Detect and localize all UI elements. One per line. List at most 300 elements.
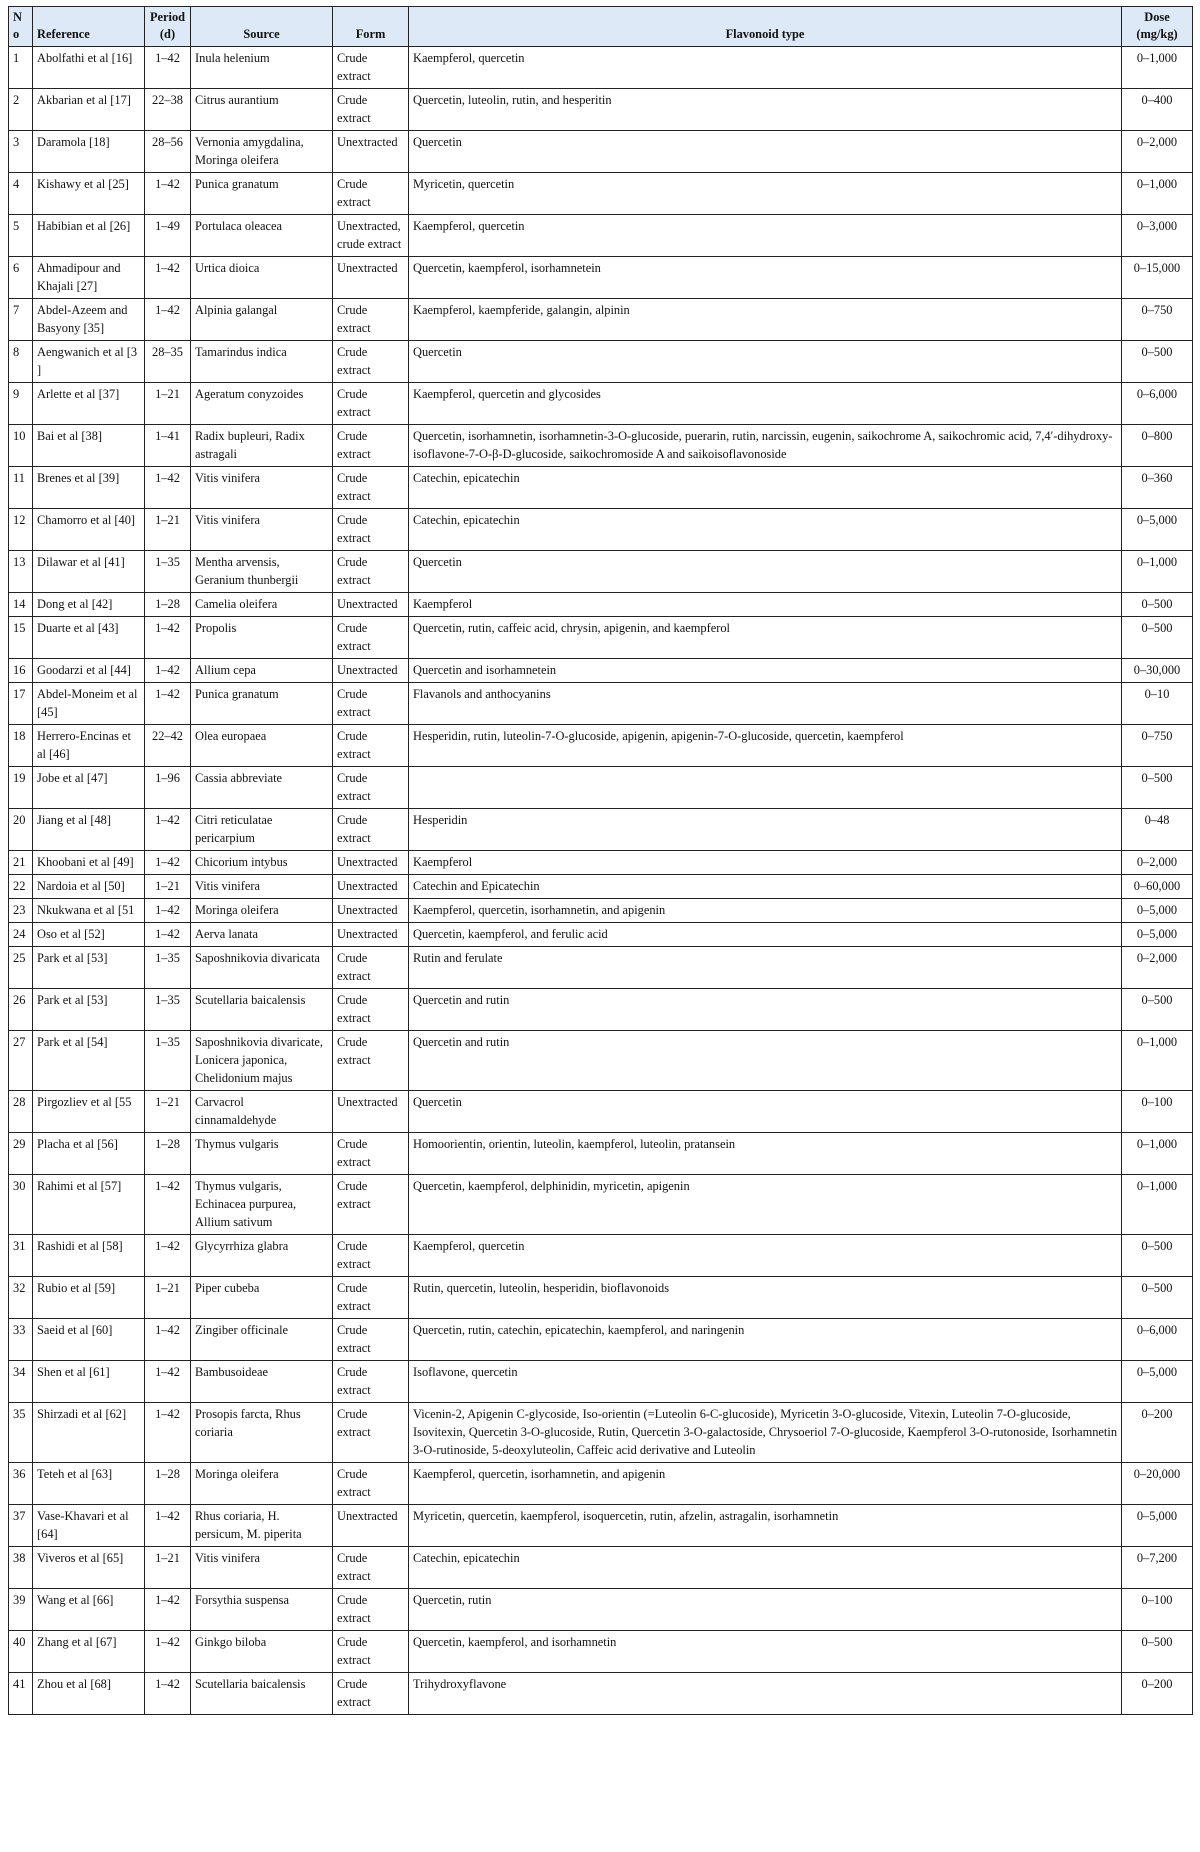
table-row [9,809,1193,851]
cell-source: Bambusoideae [191,1361,333,1403]
cell-no: 4 [9,173,33,215]
header-period-line1: Period [149,10,186,24]
cell-flavonoid-type: Kaempferol, quercetin [409,1235,1122,1277]
cell-form: Unextracted [333,1091,409,1133]
cell-flavonoid-type: Quercetin and isorhamnetein [409,659,1122,683]
cell-no: 10 [9,425,33,467]
table-row [9,1463,1193,1505]
cell-flavonoid-type: Kaempferol, quercetin [409,47,1122,89]
cell-period: 1–21 [145,875,191,899]
cell-period: 1–21 [145,383,191,425]
cell-source: Scutellaria baicalensis [191,989,333,1031]
cell-reference: Chamorro et al [40] [33,509,145,551]
cell-dose: 0–5,000 [1122,923,1193,947]
cell-period: 1–42 [145,467,191,509]
cell-period: 1–21 [145,1547,191,1589]
cell-reference: Goodarzi et al [44] [33,659,145,683]
cell-form: Crude extract [333,1547,409,1589]
cell-dose: 0–20,000 [1122,1463,1193,1505]
cell-source: Carvacrol cinnamaldehyde [191,1091,333,1133]
cell-dose: 0–1,000 [1122,1031,1193,1091]
cell-form: Crude extract [333,1175,409,1235]
cell-reference: Zhang et al [67] [33,1631,145,1673]
cell-flavonoid-type: Quercetin, kaempferol, delphinidin, myricetin, apigenin [409,1175,1122,1235]
cell-reference: Pirgozliev et al [55 [33,1091,145,1133]
cell-form: Crude extract [333,1403,409,1463]
cell-source: Ginkgo biloba [191,1631,333,1673]
cell-no: 17 [9,683,33,725]
cell-no: 5 [9,215,33,257]
cell-flavonoid-type: Quercetin [409,1091,1122,1133]
table-row [9,683,1193,725]
table-body [9,47,1193,1715]
cell-source: Olea europaea [191,725,333,767]
table-row [9,989,1193,1031]
table-row [9,341,1193,383]
cell-source: Portulaca oleacea [191,215,333,257]
cell-source: Thymus vulgaris, Echinacea purpurea, Allium sativum [191,1175,333,1235]
cell-flavonoid-type: Vicenin-2, Apigenin C-glycoside, Iso-orientin (=Luteolin 6-C-glucoside), Myricetin 3-O-glucoside, Vitexin, Luteolin 7-O-glucoside, Isovitexin, Quercetin 3-O-glucoside, Rutin, Quercetin 3-O-galactoside, Chrysoeriol 7-O-glucoside, Kaempferol 3-O-rutonoside, Isorhamnetin 3-O-rutinoside, 5-deoxyluteolin, Caffeic acid derivative and Luteolin [409,1403,1122,1463]
cell-form: Crude extract [333,617,409,659]
cell-source: Saposhnikovia divaricate, Lonicera japonica, Chelidonium majus [191,1031,333,1091]
cell-no: 15 [9,617,33,659]
cell-form: Crude extract [333,1319,409,1361]
header-form: Form [333,7,409,47]
cell-dose: 0–6,000 [1122,383,1193,425]
cell-flavonoid-type: Quercetin, rutin [409,1589,1122,1631]
cell-source: Radix bupleuri, Radix astragali [191,425,333,467]
cell-period: 1–42 [145,1361,191,1403]
cell-no: 13 [9,551,33,593]
cell-reference: Akbarian et al [17] [33,89,145,131]
cell-period: 1–42 [145,659,191,683]
cell-period: 1–42 [145,299,191,341]
cell-form: Crude extract [333,809,409,851]
cell-reference: Park et al [53] [33,947,145,989]
table-row [9,257,1193,299]
cell-no: 22 [9,875,33,899]
cell-reference: Dong et al [42] [33,593,145,617]
cell-source: Aerva lanata [191,923,333,947]
cell-source: Vitis vinifera [191,509,333,551]
table-row [9,1673,1193,1715]
cell-reference: Nardoia et al [50] [33,875,145,899]
cell-period: 1–35 [145,551,191,593]
cell-no: 25 [9,947,33,989]
cell-flavonoid-type: Kaempferol [409,593,1122,617]
cell-no: 14 [9,593,33,617]
cell-reference: Nkukwana et al [51 [33,899,145,923]
cell-form: Crude extract [333,467,409,509]
cell-flavonoid-type: Kaempferol, quercetin, isorhamnetin, and apigenin [409,1463,1122,1505]
table-row [9,1631,1193,1673]
header-period-line2: (d) [159,27,176,41]
cell-form: Crude extract [333,1277,409,1319]
cell-period: 1–41 [145,425,191,467]
table-row [9,131,1193,173]
table-row [9,593,1193,617]
cell-reference: Jobe et al [47] [33,767,145,809]
cell-source: Ageratum conyzoides [191,383,333,425]
cell-no: 23 [9,899,33,923]
cell-dose: 0–400 [1122,89,1193,131]
cell-dose: 0–750 [1122,725,1193,767]
cell-form: Unextracted [333,593,409,617]
cell-reference: Jiang et al [48] [33,809,145,851]
cell-source: Moringa oleifera [191,1463,333,1505]
cell-dose: 0–1,000 [1122,173,1193,215]
cell-dose: 0–500 [1122,989,1193,1031]
cell-source: Punica granatum [191,173,333,215]
cell-form: Crude extract [333,947,409,989]
cell-flavonoid-type [409,767,1122,809]
cell-flavonoid-type: Kaempferol, kaempferide, galangin, alpinin [409,299,1122,341]
table-row [9,509,1193,551]
table-row [9,875,1193,899]
flavonoid-studies-table [8,6,1193,1715]
table-row [9,1403,1193,1463]
cell-dose: 0–750 [1122,299,1193,341]
table-row [9,1319,1193,1361]
cell-dose: 0–1,000 [1122,1133,1193,1175]
cell-form: Unextracted, crude extract [333,215,409,257]
cell-reference: Dilawar et al [41] [33,551,145,593]
cell-no: 30 [9,1175,33,1235]
cell-reference: Aengwanich et al [3 ] [33,341,145,383]
cell-flavonoid-type: Quercetin, luteolin, rutin, and hesperitin [409,89,1122,131]
cell-reference: Duarte et al [43] [33,617,145,659]
table-row [9,383,1193,425]
cell-period: 1–42 [145,617,191,659]
cell-source: Vitis vinifera [191,875,333,899]
cell-period: 1–42 [145,1235,191,1277]
cell-source: Glycyrrhiza glabra [191,1235,333,1277]
cell-flavonoid-type: Catechin, epicatechin [409,467,1122,509]
cell-form: Crude extract [333,989,409,1031]
cell-no: 24 [9,923,33,947]
cell-dose: 0–500 [1122,341,1193,383]
cell-no: 35 [9,1403,33,1463]
cell-form: Unextracted [333,131,409,173]
table-row [9,173,1193,215]
cell-no: 2 [9,89,33,131]
cell-period: 1–35 [145,989,191,1031]
cell-dose: 0–60,000 [1122,875,1193,899]
table-row [9,851,1193,875]
cell-period: 1–21 [145,509,191,551]
cell-reference: Khoobani et al [49] [33,851,145,875]
cell-flavonoid-type: Trihydroxyflavone [409,1673,1122,1715]
table-row [9,299,1193,341]
table-row [9,1175,1193,1235]
table-row [9,1031,1193,1091]
cell-form: Crude extract [333,683,409,725]
cell-flavonoid-type: Rutin and ferulate [409,947,1122,989]
cell-period: 1–42 [145,1319,191,1361]
cell-flavonoid-type: Quercetin, isorhamnetin, isorhamnetin-3-O-glucoside, puerarin, rutin, narcissin, eugenin, saikochrome A, saikochromic acid, 7,4′-dihydroxy-isoflavone-7-O-β-D-glucoside, saikochromoside A and saikoisoflavonoside [409,425,1122,467]
cell-source: Mentha arvensis, Geranium thunbergii [191,551,333,593]
cell-no: 37 [9,1505,33,1547]
cell-source: Piper cubeba [191,1277,333,1319]
cell-reference: Saeid et al [60] [33,1319,145,1361]
cell-dose: 0–500 [1122,1277,1193,1319]
cell-dose: 0–5,000 [1122,509,1193,551]
cell-flavonoid-type: Hesperidin [409,809,1122,851]
cell-dose: 0–800 [1122,425,1193,467]
cell-period: 1–28 [145,1133,191,1175]
cell-period: 1–42 [145,899,191,923]
cell-source: Forsythia suspensa [191,1589,333,1631]
cell-no: 27 [9,1031,33,1091]
header-no: No [9,7,33,47]
cell-dose: 0–10 [1122,683,1193,725]
table-row [9,47,1193,89]
cell-no: 16 [9,659,33,683]
cell-dose: 0–200 [1122,1403,1193,1463]
cell-source: Rhus coriaria, H. persicum, M. piperita [191,1505,333,1547]
cell-no: 9 [9,383,33,425]
cell-reference: Rubio et al [59] [33,1277,145,1319]
cell-flavonoid-type: Quercetin, kaempferol, isorhamnetein [409,257,1122,299]
cell-period: 1–42 [145,173,191,215]
table-row [9,923,1193,947]
cell-dose: 0–48 [1122,809,1193,851]
cell-form: Crude extract [333,1133,409,1175]
table-row [9,467,1193,509]
cell-flavonoid-type: Quercetin [409,131,1122,173]
cell-dose: 0–1,000 [1122,1175,1193,1235]
table-row [9,725,1193,767]
cell-dose: 0–15,000 [1122,257,1193,299]
cell-source: Propolis [191,617,333,659]
cell-form: Crude extract [333,1031,409,1091]
cell-flavonoid-type: Homoorientin, orientin, luteolin, kaempferol, luteolin, pratansein [409,1133,1122,1175]
cell-flavonoid-type: Myricetin, quercetin, kaempferol, isoquercetin, rutin, afzelin, astragalin, isorhamnetin [409,1505,1122,1547]
cell-source: Saposhnikovia divaricata [191,947,333,989]
cell-source: Punica granatum [191,683,333,725]
cell-flavonoid-type: Quercetin and rutin [409,989,1122,1031]
cell-no: 33 [9,1319,33,1361]
header-dose-line2: (mg/kg) [1136,27,1178,41]
cell-period: 1–42 [145,809,191,851]
cell-flavonoid-type: Myricetin, quercetin [409,173,1122,215]
table-row [9,1547,1193,1589]
cell-reference: Rashidi et al [58] [33,1235,145,1277]
cell-reference: Arlette et al [37] [33,383,145,425]
cell-period: 1–42 [145,1673,191,1715]
cell-flavonoid-type: Quercetin [409,341,1122,383]
cell-source: Citri reticulatae pericarpium [191,809,333,851]
cell-period: 28–56 [145,131,191,173]
cell-form: Crude extract [333,1235,409,1277]
cell-period: 1–42 [145,1175,191,1235]
cell-dose: 0–500 [1122,767,1193,809]
cell-period: 1–35 [145,947,191,989]
cell-source: Vernonia amygdalina, Moringa oleifera [191,131,333,173]
cell-form: Crude extract [333,1589,409,1631]
cell-source: Scutellaria baicalensis [191,1673,333,1715]
cell-form: Crude extract [333,1673,409,1715]
cell-source: Prosopis farcta, Rhus coriaria [191,1403,333,1463]
cell-flavonoid-type: Kaempferol, quercetin [409,215,1122,257]
cell-form: Crude extract [333,383,409,425]
table-row [9,1277,1193,1319]
table-row [9,767,1193,809]
cell-form: Unextracted [333,1505,409,1547]
cell-no: 32 [9,1277,33,1319]
cell-dose: 0–2,000 [1122,851,1193,875]
cell-dose: 0–500 [1122,1235,1193,1277]
cell-reference: Viveros et al [65] [33,1547,145,1589]
cell-form: Unextracted [333,659,409,683]
cell-source: Zingiber officinale [191,1319,333,1361]
cell-flavonoid-type: Kaempferol, quercetin, isorhamnetin, and apigenin [409,899,1122,923]
cell-flavonoid-type: Isoflavone, quercetin [409,1361,1122,1403]
cell-no: 19 [9,767,33,809]
cell-reference: Park et al [53] [33,989,145,1031]
cell-dose: 0–1,000 [1122,551,1193,593]
cell-flavonoid-type: Kaempferol [409,851,1122,875]
cell-flavonoid-type: Kaempferol, quercetin and glycosides [409,383,1122,425]
cell-period: 1–28 [145,593,191,617]
cell-flavonoid-type: Quercetin, kaempferol, and isorhamnetin [409,1631,1122,1673]
cell-dose: 0–6,000 [1122,1319,1193,1361]
cell-dose: 0–3,000 [1122,215,1193,257]
cell-form: Unextracted [333,875,409,899]
table-row [9,617,1193,659]
table-row [9,1589,1193,1631]
cell-no: 40 [9,1631,33,1673]
cell-dose: 0–500 [1122,593,1193,617]
cell-dose: 0–2,000 [1122,947,1193,989]
cell-form: Crude extract [333,47,409,89]
cell-reference: Ahmadipour and Khajali [27] [33,257,145,299]
cell-reference: Placha et al [56] [33,1133,145,1175]
cell-period: 1–42 [145,923,191,947]
cell-reference: Herrero-Encinas et al [46] [33,725,145,767]
cell-period: 1–42 [145,257,191,299]
cell-period: 22–38 [145,89,191,131]
cell-no: 31 [9,1235,33,1277]
cell-reference: Kishawy et al [25] [33,173,145,215]
cell-flavonoid-type: Catechin, epicatechin [409,1547,1122,1589]
cell-flavonoid-type: Catechin, epicatechin [409,509,1122,551]
table-row [9,1091,1193,1133]
cell-no: 39 [9,1589,33,1631]
cell-source: Urtica dioica [191,257,333,299]
flavonoid-studies-table-sheet [8,6,1192,1715]
table-row [9,425,1193,467]
header-period [145,7,191,47]
cell-period: 1–21 [145,1277,191,1319]
table-row [9,659,1193,683]
cell-form: Crude extract [333,767,409,809]
cell-source: Allium cepa [191,659,333,683]
cell-reference: Wang et al [66] [33,1589,145,1631]
cell-dose: 0–100 [1122,1589,1193,1631]
cell-dose: 0–5,000 [1122,899,1193,923]
cell-period: 1–35 [145,1031,191,1091]
cell-flavonoid-type: Quercetin [409,551,1122,593]
cell-dose: 0–30,000 [1122,659,1193,683]
cell-no: 11 [9,467,33,509]
table-row [9,551,1193,593]
cell-reference: Rahimi et al [57] [33,1175,145,1235]
cell-form: Unextracted [333,257,409,299]
cell-reference: Bai et al [38] [33,425,145,467]
cell-no: 36 [9,1463,33,1505]
cell-no: 6 [9,257,33,299]
cell-dose: 0–500 [1122,1631,1193,1673]
cell-source: Moringa oleifera [191,899,333,923]
header-dose-line1: Dose [1144,10,1170,24]
cell-dose: 0–200 [1122,1673,1193,1715]
header-dose [1122,7,1193,47]
cell-source: Camelia oleifera [191,593,333,617]
cell-period: 1–42 [145,683,191,725]
cell-form: Unextracted [333,851,409,875]
header-reference: Reference [33,7,145,47]
cell-no: 12 [9,509,33,551]
cell-no: 41 [9,1673,33,1715]
cell-no: 20 [9,809,33,851]
cell-reference: Oso et al [52] [33,923,145,947]
cell-dose: 0–100 [1122,1091,1193,1133]
cell-period: 22–42 [145,725,191,767]
cell-period: 1–49 [145,215,191,257]
cell-reference: Abolfathi et al [16] [33,47,145,89]
cell-source: Inula helenium [191,47,333,89]
cell-flavonoid-type: Quercetin, kaempferol, and ferulic acid [409,923,1122,947]
cell-dose: 0–2,000 [1122,131,1193,173]
table-row [9,1235,1193,1277]
cell-form: Crude extract [333,1463,409,1505]
cell-form: Crude extract [333,1631,409,1673]
cell-no: 28 [9,1091,33,1133]
cell-dose: 0–360 [1122,467,1193,509]
cell-flavonoid-type: Rutin, quercetin, luteolin, hesperidin, bioflavonoids [409,1277,1122,1319]
cell-flavonoid-type: Quercetin, rutin, caffeic acid, chrysin, apigenin, and kaempferol [409,617,1122,659]
cell-reference: Abdel-Azeem and Basyony [35] [33,299,145,341]
cell-reference: Zhou et al [68] [33,1673,145,1715]
table-row [9,1505,1193,1547]
cell-source: Tamarindus indica [191,341,333,383]
cell-no: 29 [9,1133,33,1175]
cell-flavonoid-type: Quercetin, rutin, catechin, epicatechin, kaempferol, and naringenin [409,1319,1122,1361]
cell-dose: 0–1,000 [1122,47,1193,89]
cell-reference: Teteh et al [63] [33,1463,145,1505]
header-flavonoid-type: Flavonoid type [409,7,1122,47]
cell-period: 1–42 [145,1505,191,1547]
cell-period: 28–35 [145,341,191,383]
cell-reference: Abdel-Moneim et al [45] [33,683,145,725]
cell-form: Unextracted [333,899,409,923]
header-row [9,7,1193,47]
cell-period: 1–42 [145,1589,191,1631]
cell-flavonoid-type: Flavanols and anthocyanins [409,683,1122,725]
cell-flavonoid-type: Quercetin and rutin [409,1031,1122,1091]
table-row [9,947,1193,989]
table-row [9,215,1193,257]
cell-period: 1–42 [145,851,191,875]
cell-source: Chicorium intybus [191,851,333,875]
cell-no: 7 [9,299,33,341]
cell-reference: Shen et al [61] [33,1361,145,1403]
cell-source: Citrus aurantium [191,89,333,131]
cell-period: 1–96 [145,767,191,809]
cell-no: 3 [9,131,33,173]
cell-no: 26 [9,989,33,1031]
